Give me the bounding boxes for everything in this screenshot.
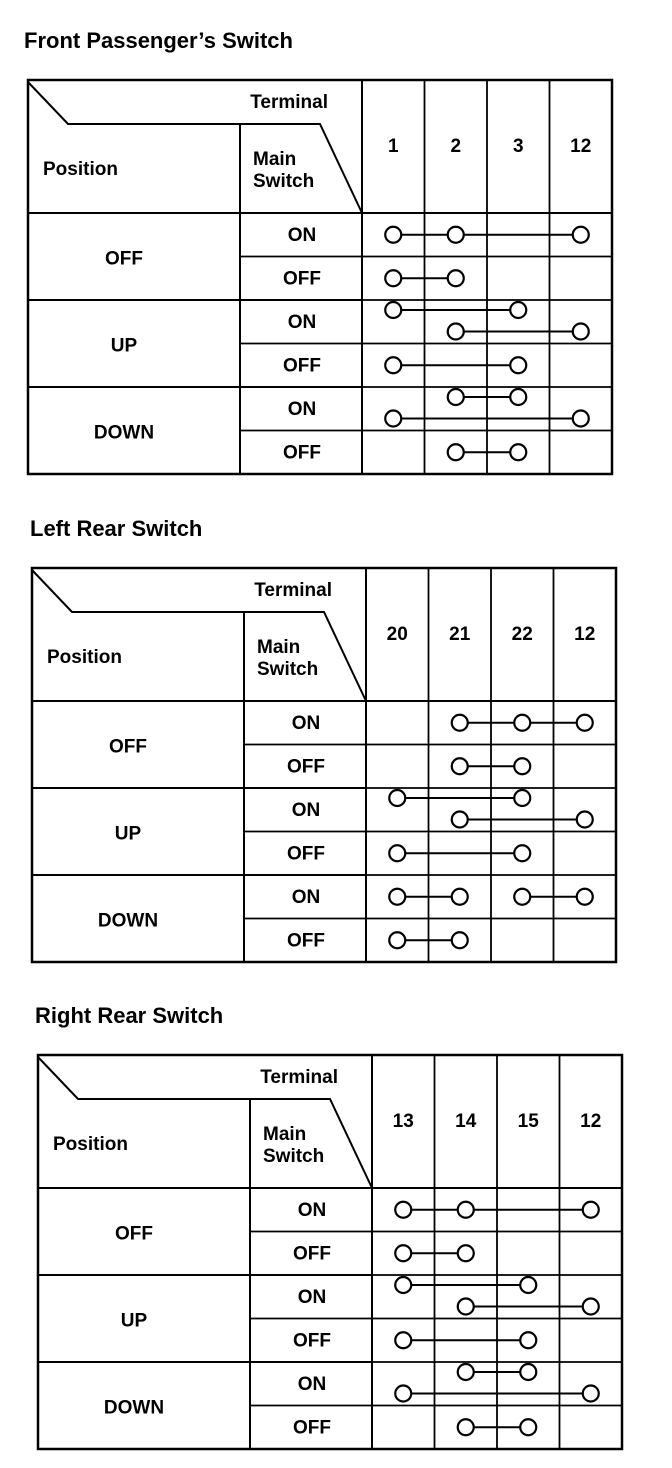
section-title: Left Rear Switch — [30, 516, 203, 541]
terminal-node — [448, 444, 464, 460]
main-switch-state: OFF — [293, 1417, 331, 1439]
terminal-node — [452, 889, 468, 905]
table-body — [32, 568, 616, 962]
terminal-node — [510, 444, 526, 460]
table-body — [38, 1055, 622, 1449]
terminal-node — [577, 889, 593, 905]
main-switch-label: Switch — [263, 1146, 325, 1167]
section-title: Right Rear Switch — [35, 1003, 224, 1028]
main-switch-state: ON — [297, 1200, 327, 1221]
terminal-node — [458, 1299, 474, 1315]
terminal-number: 12 — [574, 624, 596, 645]
terminal-node — [385, 357, 401, 373]
section-title: Front Passenger’s Switch — [24, 28, 293, 53]
main-switch-state: ON — [297, 1287, 327, 1308]
terminal-number: 22 — [511, 624, 533, 645]
terminal-node — [452, 932, 468, 948]
terminal-node — [583, 1386, 599, 1402]
terminal-node — [452, 715, 468, 731]
terminal-node — [448, 227, 464, 243]
terminal-node — [448, 270, 464, 286]
continuity-table — [0, 516, 672, 952]
terminal-node — [395, 1386, 411, 1402]
position-name: OFF — [109, 736, 147, 758]
terminal-number: 12 — [570, 136, 592, 157]
main-switch-label: Switch — [253, 171, 315, 192]
main-switch-state: ON — [291, 800, 321, 821]
terminal-label: Terminal — [260, 1067, 338, 1088]
terminal-node — [395, 1245, 411, 1261]
terminal-node — [385, 227, 401, 243]
main-switch-state: ON — [297, 1374, 327, 1395]
main-switch-state: ON — [291, 887, 321, 908]
continuity-table — [0, 1003, 672, 1439]
terminal-node — [389, 845, 405, 861]
main-switch-label: Main — [263, 1124, 307, 1145]
main-switch-label: Switch — [257, 659, 319, 680]
terminal-node — [385, 411, 401, 427]
terminal-label: Terminal — [250, 92, 328, 113]
terminal-number: 2 — [450, 136, 462, 157]
terminal-node — [514, 715, 530, 731]
main-switch-state: ON — [291, 713, 321, 734]
terminal-node — [520, 1419, 536, 1435]
terminal-node — [389, 889, 405, 905]
main-switch-state: OFF — [283, 355, 321, 377]
terminal-node — [448, 389, 464, 405]
position-name: DOWN — [93, 422, 155, 444]
continuity-table — [0, 28, 672, 464]
terminal-number: 1 — [387, 136, 399, 157]
terminal-node — [510, 302, 526, 318]
position-name: DOWN — [97, 910, 159, 932]
main-switch-state: OFF — [283, 268, 321, 290]
position-name: OFF — [105, 248, 143, 270]
main-switch-state: OFF — [293, 1243, 331, 1265]
terminal-node — [452, 758, 468, 774]
main-switch-state: OFF — [287, 756, 325, 778]
terminal-node — [573, 227, 589, 243]
terminal-number: 12 — [580, 1111, 602, 1132]
terminal-node — [577, 812, 593, 828]
position-name: UP — [110, 335, 138, 357]
main-switch-state: ON — [287, 225, 317, 246]
position-label: Position — [47, 647, 122, 668]
terminal-node — [514, 889, 530, 905]
terminal-number: 15 — [517, 1111, 539, 1132]
position-name: OFF — [115, 1223, 153, 1245]
terminal-node — [395, 1332, 411, 1348]
main-switch-state: OFF — [293, 1330, 331, 1352]
position-name: UP — [114, 823, 142, 845]
terminal-node — [577, 715, 593, 731]
terminal-node — [514, 790, 530, 806]
terminal-node — [458, 1245, 474, 1261]
terminal-node — [583, 1299, 599, 1315]
terminal-number: 13 — [392, 1111, 414, 1132]
terminal-node — [452, 812, 468, 828]
terminal-node — [395, 1202, 411, 1218]
terminal-node — [385, 302, 401, 318]
terminal-label: Terminal — [254, 580, 332, 601]
terminal-node — [389, 790, 405, 806]
terminal-node — [458, 1364, 474, 1380]
main-switch-state: ON — [287, 312, 317, 333]
main-switch-state: OFF — [287, 930, 325, 952]
terminal-node — [448, 324, 464, 340]
main-switch-label: Main — [253, 149, 297, 170]
terminal-node — [510, 389, 526, 405]
terminal-node — [385, 270, 401, 286]
terminal-node — [458, 1202, 474, 1218]
terminal-node — [395, 1277, 411, 1293]
terminal-node — [583, 1202, 599, 1218]
terminal-number: 14 — [455, 1111, 477, 1132]
position-name: UP — [120, 1310, 148, 1332]
terminal-node — [389, 932, 405, 948]
terminal-node — [520, 1332, 536, 1348]
terminal-number: 21 — [449, 624, 471, 645]
position-label: Position — [43, 159, 118, 180]
main-switch-state: OFF — [287, 843, 325, 865]
terminal-number: 20 — [386, 624, 408, 645]
terminal-node — [514, 845, 530, 861]
position-name: DOWN — [103, 1397, 165, 1419]
terminal-node — [514, 758, 530, 774]
table-body — [28, 80, 612, 474]
main-switch-state: ON — [287, 399, 317, 420]
terminal-node — [520, 1277, 536, 1293]
main-switch-label: Main — [257, 637, 301, 658]
main-switch-state: OFF — [283, 442, 321, 464]
terminal-node — [573, 411, 589, 427]
terminal-number: 3 — [512, 136, 524, 157]
position-label: Position — [53, 1134, 128, 1155]
terminal-node — [520, 1364, 536, 1380]
terminal-node — [573, 324, 589, 340]
terminal-node — [510, 357, 526, 373]
terminal-node — [458, 1419, 474, 1435]
